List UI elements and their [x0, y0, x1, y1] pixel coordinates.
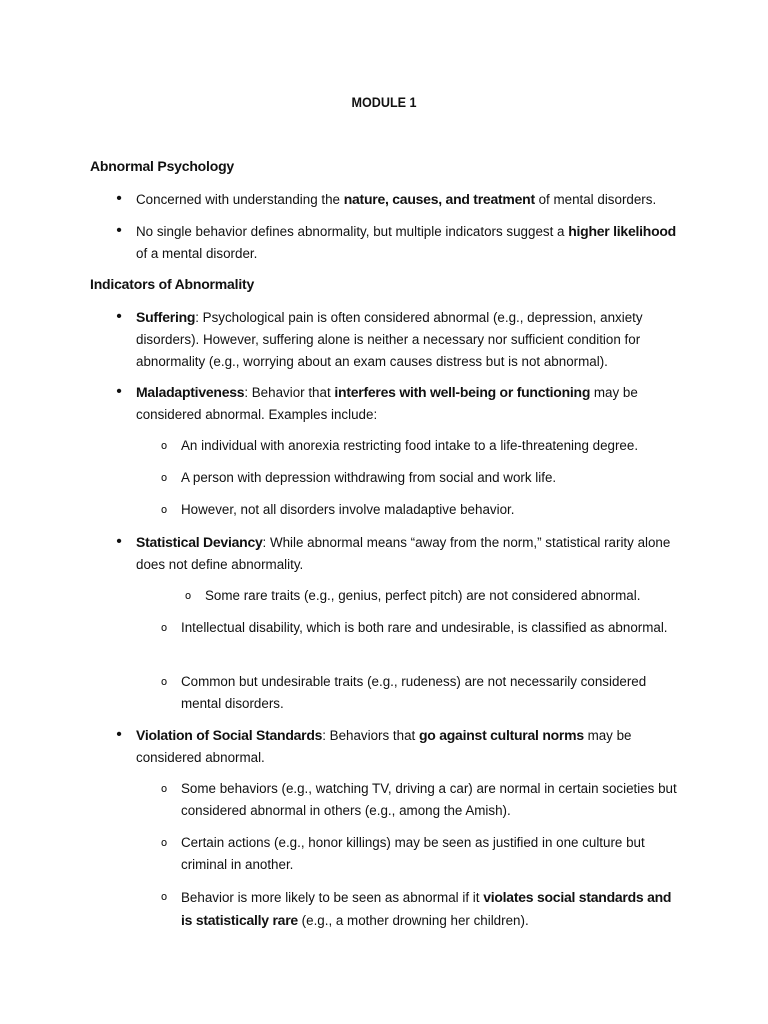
sub-list-item: [184, 585, 681, 607]
circle-bullet-icon: o: [160, 439, 168, 452]
circle-bullet-icon: o: [160, 503, 168, 516]
item-text: An individual with anorexia restricting food intake to a life-threatening degree.: [181, 438, 639, 453]
bullet-icon: •: [116, 308, 122, 325]
item-text: (e.g., a mother drowning her children).: [297, 913, 529, 928]
list-item-statistical-deviancy: [116, 531, 681, 576]
list-item: [116, 220, 681, 265]
sub-list-item: [160, 499, 681, 521]
bullet-icon: •: [116, 726, 122, 743]
sub-list-item: [160, 617, 681, 639]
item-text: of mental disorders.: [534, 192, 657, 207]
item-text: Common but undesirable traits (e.g., rudeness) are not necessarily considered mental disorders.: [181, 674, 647, 711]
circle-bullet-icon: o: [160, 471, 168, 484]
term-suffering: Suffering: [136, 309, 196, 325]
list-item-violation-social-standards: [116, 724, 681, 769]
item-bold-text: nature, causes, and treatment: [343, 191, 535, 207]
bullet-icon: •: [116, 222, 122, 239]
section-heading-abnormal-psychology: Abnormal Psychology: [90, 158, 235, 174]
circle-bullet-icon: o: [184, 589, 192, 602]
item-bold-text: interferes with well-being or functioning: [334, 384, 591, 400]
list-item-suffering: [116, 306, 681, 373]
item-text: Behavior is more likely to be seen as abnormal if it: [181, 890, 484, 905]
circle-bullet-icon: o: [160, 621, 168, 634]
list-item-maladaptiveness: [116, 381, 681, 426]
item-text: Some behaviors (e.g., watching TV, driving a car) are normal in certain societies but considered abnormal in others (e.g., among the Amish).: [181, 781, 677, 818]
item-text: may be considered abnormal.: [136, 728, 632, 765]
sub-list-item: [160, 671, 681, 715]
item-text: Some rare traits (e.g., genius, perfect pitch) are not considered abnormal.: [205, 588, 641, 603]
circle-bullet-icon: o: [160, 836, 168, 849]
item-text: of a mental disorder.: [136, 246, 258, 261]
circle-bullet-icon: o: [160, 675, 168, 688]
sub-list-item: [160, 435, 681, 457]
bullet-icon: •: [116, 190, 122, 207]
bullet-icon: •: [116, 383, 122, 400]
sub-list-item: [160, 467, 681, 489]
item-text: : Psychological pain is often considered abnormal (e.g., depression, anxiety disorders). However, suffering alone is neither a necessary nor sufficient condition for abnormality (e.g., worrying about an exam causes distress but is not abnormal).: [136, 310, 643, 369]
item-text: : While abnormal means “away from the norm,” statistical rarity alone does not define abnormality.: [136, 535, 671, 572]
item-text: : Behaviors that: [322, 728, 419, 743]
item-text: A person with depression withdrawing from social and work life.: [181, 470, 557, 485]
sub-list-item: [160, 886, 681, 932]
item-bold-text: go against cultural norms: [418, 727, 584, 743]
list-item: [116, 188, 681, 211]
item-text: Concerned with understanding the: [136, 192, 344, 207]
sub-list-item: [160, 832, 681, 876]
sub-list-item: [160, 778, 681, 822]
item-text: may be considered abnormal. Examples include:: [136, 385, 638, 422]
page-title: MODULE 1: [351, 94, 417, 110]
bullet-icon: •: [116, 533, 122, 550]
circle-bullet-icon: o: [160, 890, 168, 903]
item-bold-text: violates social standards and is statistically rare: [181, 889, 672, 928]
term-maladaptiveness: Maladaptiveness: [136, 384, 245, 400]
term-statistical-deviancy: Statistical Deviancy: [136, 534, 263, 550]
item-bold-text: higher likelihood: [568, 223, 676, 239]
item-text: Certain actions (e.g., honor killings) may be seen as justified in one culture but criminal in another.: [181, 835, 645, 872]
item-text: However, not all disorders involve maladaptive behavior.: [181, 502, 515, 517]
circle-bullet-icon: o: [160, 782, 168, 795]
section-heading-indicators: Indicators of Abnormality: [90, 276, 255, 292]
item-text: No single behavior defines abnormality, but multiple indicators suggest a: [136, 224, 569, 239]
term-violation-social-standards: Violation of Social Standards: [136, 727, 323, 743]
item-text: : Behavior that: [244, 385, 335, 400]
item-text: Intellectual disability, which is both rare and undesirable, is classified as abnormal.: [181, 620, 668, 635]
